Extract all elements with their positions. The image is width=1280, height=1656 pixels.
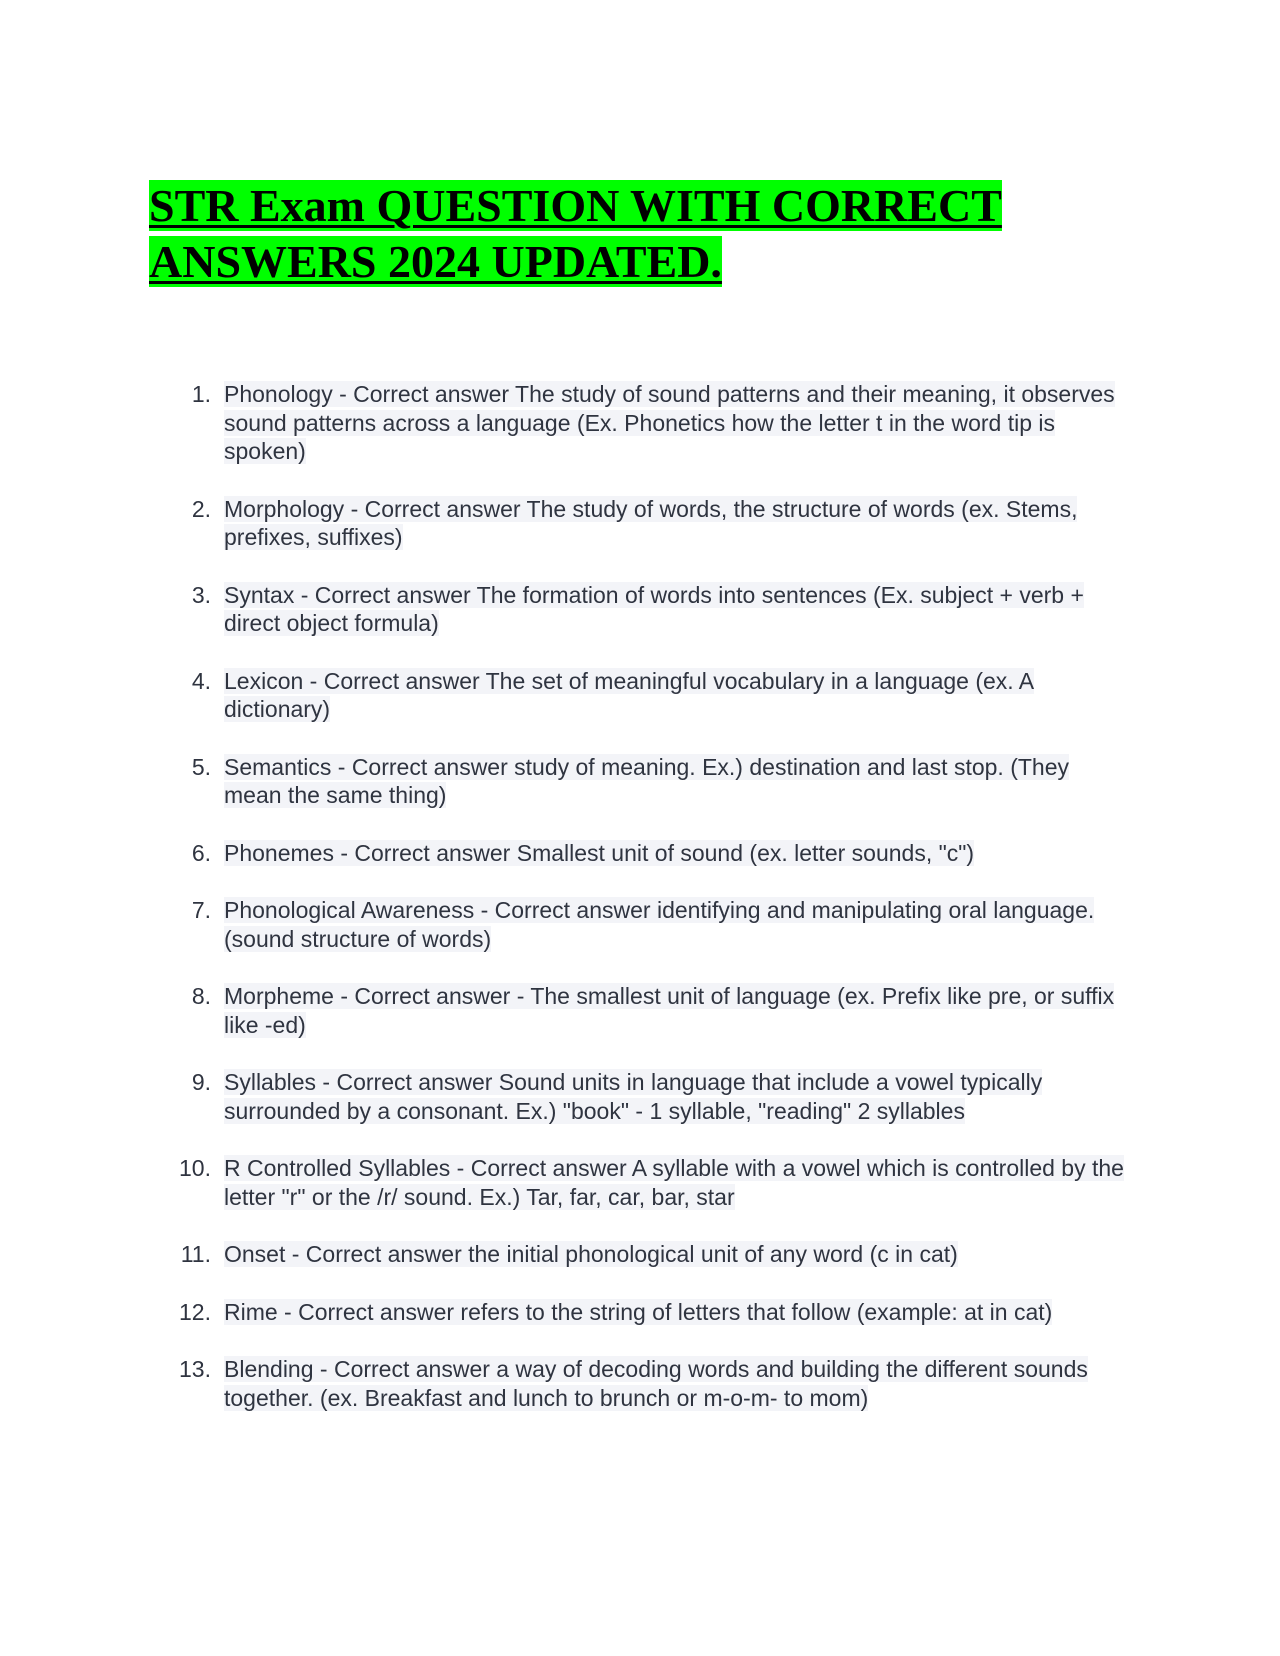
document-title-text: STR Exam QUESTION WITH CORRECT ANSWERS 2024 UPDATED. xyxy=(149,180,1002,287)
list-item xyxy=(149,1240,1124,1269)
item-number: 8. xyxy=(191,983,211,1009)
item-number: 13. xyxy=(179,1356,211,1382)
item-number: 3. xyxy=(191,581,211,608)
item-number: 4. xyxy=(191,667,211,694)
list-item xyxy=(149,581,1124,638)
item-number: 11. xyxy=(180,1241,211,1267)
list-item xyxy=(149,982,1124,1039)
list-item xyxy=(149,1154,1124,1211)
item-number: 1. xyxy=(191,381,211,407)
item-text: R Controlled Syllables - Correct answer A syllable with a vowel which is controlled by the letter "r" or the /r/ sound. Ex.) Tar, far, car, bar, star xyxy=(224,1155,1124,1210)
item-text: Blending - Correct answer a way of decoding words and building the different sounds together. (ex. Breakfast and lunch to brunch or m-o-m- to mom) xyxy=(224,1356,1088,1411)
list-item xyxy=(149,380,1124,466)
list-item xyxy=(149,839,1124,868)
item-text: Phonology - Correct answer The study of sound patterns and their meaning, it observes sound patterns across a language (Ex. Phonetics how the letter t in the word tip is spoken) xyxy=(224,381,1115,464)
item-text: Rime - Correct answer refers to the string of letters that follow (example: at in cat) xyxy=(224,1298,1053,1325)
list-item xyxy=(149,667,1124,724)
item-number: 10. xyxy=(179,1155,211,1181)
item-text: Onset - Correct answer the initial phonological unit of any word (c in cat) xyxy=(224,1241,958,1267)
document-title xyxy=(149,178,1109,290)
list-item xyxy=(149,753,1124,810)
item-number: 7. xyxy=(191,897,211,923)
item-text: Syllables - Correct answer Sound units in language that include a vowel typically surrounded by a consonant. Ex.) "book" - 1 syllable, "reading" 2 syllables xyxy=(224,1069,1043,1124)
item-text: Phonological Awareness - Correct answer identifying and manipulating oral language. (sound structure of words) xyxy=(224,897,1095,952)
item-text: Morphology - Correct answer The study of words, the structure of words (ex. Stems, prefixes, suffixes) xyxy=(224,495,1078,550)
item-text: Syntax - Correct answer The formation of words into sentences (Ex. subject + verb + direct object formula) xyxy=(224,581,1084,636)
item-number: 5. xyxy=(191,753,211,780)
item-text: Phonemes - Correct answer Smallest unit of sound (ex. letter sounds, "c") xyxy=(224,839,975,866)
item-text: Semantics - Correct answer study of meaning. Ex.) destination and last stop. (They mean the same thing) xyxy=(224,753,1069,808)
list-item xyxy=(149,1298,1124,1327)
item-number: 9. xyxy=(191,1069,211,1095)
question-answer-list xyxy=(149,380,1124,1441)
list-item xyxy=(149,896,1124,953)
list-item xyxy=(149,1355,1124,1412)
item-number: 6. xyxy=(191,839,211,866)
item-text: Lexicon - Correct answer The set of meaningful vocabulary in a language (ex. A dictionary) xyxy=(224,667,1035,722)
list-item xyxy=(149,495,1124,552)
item-text: Morpheme - Correct answer - The smallest unit of language (ex. Prefix like pre, or suffix like -ed) xyxy=(224,983,1115,1038)
item-number: 12. xyxy=(179,1298,211,1325)
item-number: 2. xyxy=(191,495,211,522)
list-item xyxy=(149,1068,1124,1125)
